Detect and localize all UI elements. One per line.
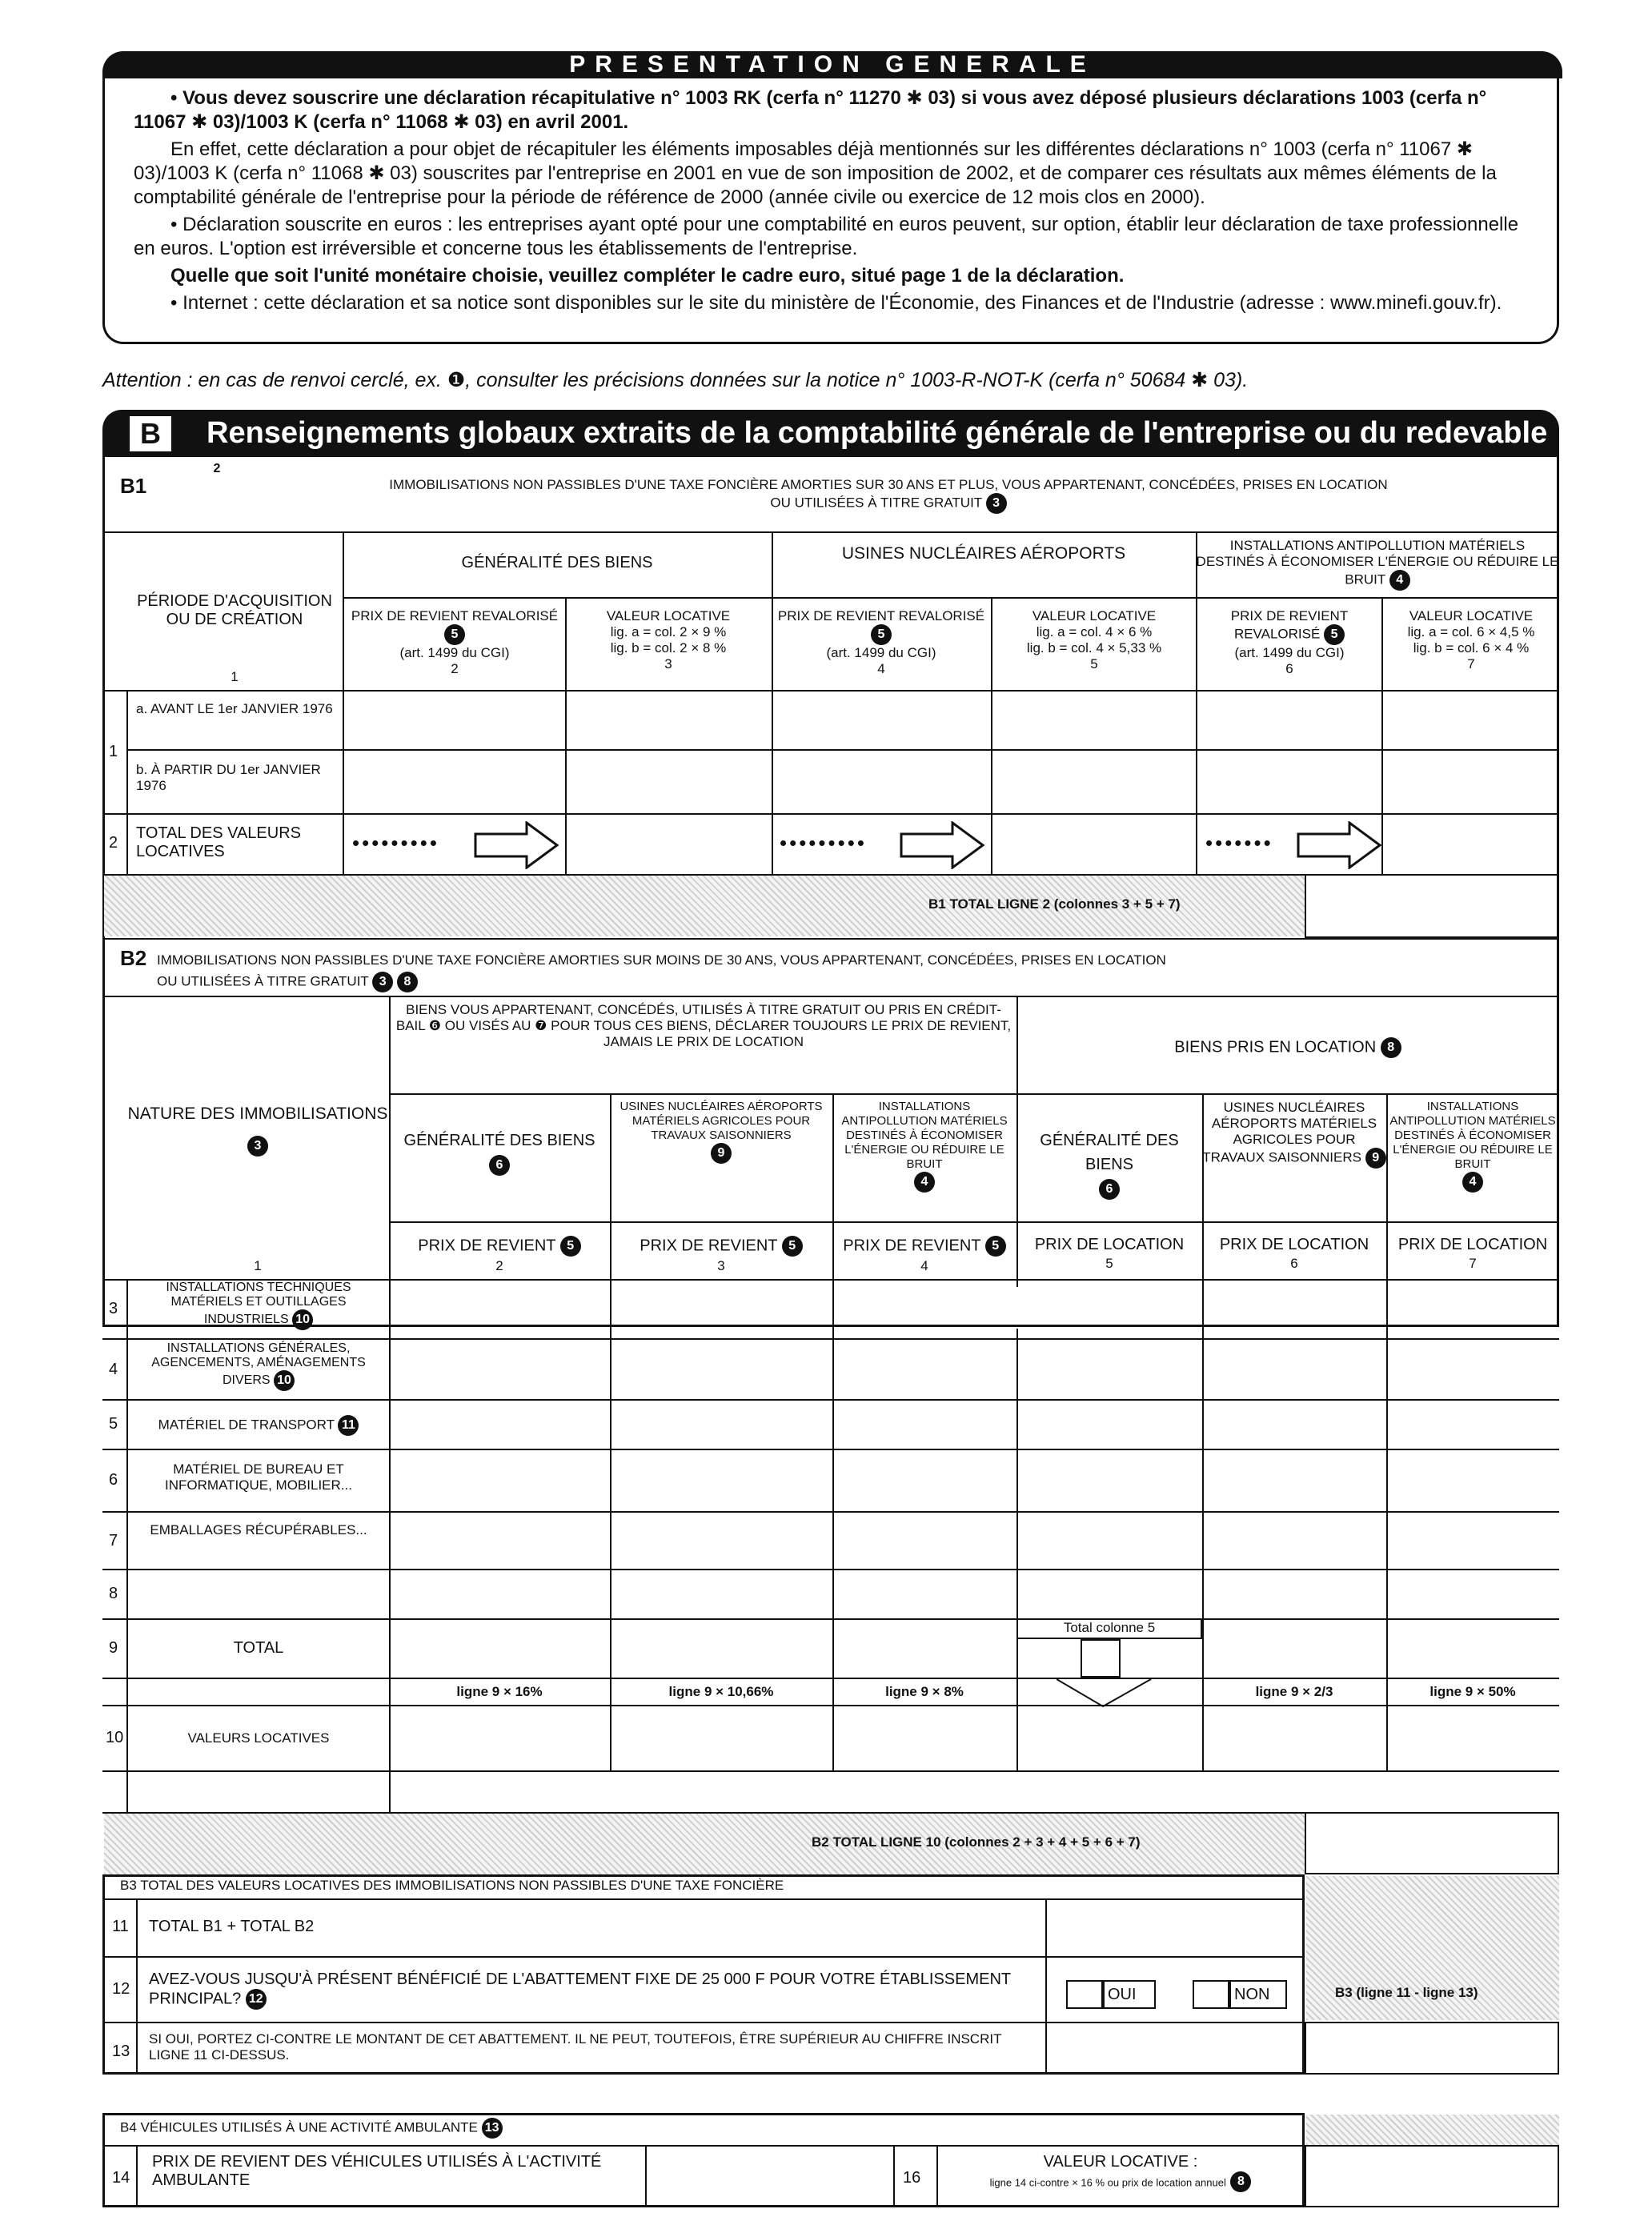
b1-col4-header: PRIX DE REVIENT REVALORISÉ 5 (art. 1499 du CGI) 4 (777, 608, 985, 676)
section-b-header (102, 410, 1559, 475)
b2-nature-header: NATURE DES IMMOBILISATIONS 3 (126, 1098, 389, 1162)
attention-note: Attention : en cas de renvoi cerclé, ex. ❶, consulter les précisions données sur la notice n° 1003-R-NOT-K (cerfa n° 50684 ✱ 03). (102, 369, 1249, 391)
b2-col3-header: PRIX DE REVIENT 5 3 (610, 1236, 832, 1275)
b2-row-3: INSTALLATIONS TECHNIQUES MATÉRIELS ET OUTILLAGES INDUSTRIELS 10 (131, 1281, 386, 1330)
b2-group-rented: BIENS PRIS EN LOCATION 8 (1016, 1037, 1559, 1058)
b2-total-field[interactable] (1305, 1812, 1559, 1874)
presentation-p4: Quelle que soit l'unité monétaire choisie, veuillez compléter le cadre euro, situé page 1 de la déclaration. (170, 265, 1125, 287)
b2-row-9: TOTAL (233, 1639, 284, 1657)
b1-row-2: TOTAL DES VALEURS LOCATIVES (136, 824, 301, 860)
b3-row-12: AVEZ-VOUS JUSQU'À PRÉSENT BÉNÉFICIÉ DE L'ABATTEMENT FIXE DE 25 000 F POUR VOTRE ÉTABLISSEMENT PRINCIPAL? 12 (149, 1970, 1029, 2010)
b2-sub-generalite-rented: GÉNÉRALITÉ DES BIENS 6 (1016, 1129, 1202, 1201)
b4-row-16: VALEUR LOCATIVE : ligne 14 ci-contre × 16 % ou prix de location annuel 8 (936, 2153, 1305, 2192)
arrow-down-icon (1057, 1678, 1153, 1710)
presentation-p2: En effet, cette déclaration a pour objet de récapituler les éléments imposables déjà mentionnés sur les différentes déclarations n° 1003 (cerfa n° 11067 ✱ 03)/1003 K (cerfa n° 11068 ✱ 03) souscrites par l'entreprise en 2001 en vue de son imposition de 2002, et de comparer ces résultats aux mêmes éléments de la comptabilité générale de l'entreprise pour la période de référence de 2000 (année civile ou exercice de 12 mois clos en 2000). (134, 138, 1497, 208)
section-b-title: Renseignements globaux extraits de la comptabilité générale de l'entreprise ou du redevable 2 (206, 416, 1559, 485)
b1-title: IMMOBILISATIONS NON PASSIBLES D'UNE TAXE FONCIÈRE AMORTIES SUR 30 ANS ET PLUS, VOUS APPARTENANT, CONCÉDÉES, PRISES EN LOCATION OU UTILISÉES À TITRE GRATUIT 3 (240, 477, 1537, 514)
b1-col6-header: PRIX DE REVIENT REVALORISÉ 5 (art. 1499 du CGI) 6 (1230, 608, 1349, 676)
b3-row-13: SI OUI, PORTEZ CI-CONTRE LE MONTANT DE CET ABATTEMENT. IL NE PEUT, TOUTEFOIS, ÊTRE SUPÉRIEUR AU CHIFFRE INSCRIT LIGNE 11 CI-DESSUS. (149, 2031, 1002, 2063)
b2-col7-header: PRIX DE LOCATION 7 (1397, 1236, 1548, 1271)
b2-sub-antipollution-owned: INSTALLATIONS ANTIPOLLUTION MATÉRIELS DESTINÉS À ÉCONOMISER L'ÉNERGIE OU RÉDUIRE LE BRUIT 4 (832, 1100, 1016, 1193)
b2-col4-header: PRIX DE REVIENT 5 4 (832, 1236, 1016, 1275)
b1-code: B1 (120, 474, 147, 498)
presentation-p3: • Déclaration souscrite en euros : les entreprises ayant opté pour une comptabilité en euros peuvent, sur option, établir leur déclaration de taxe professionnelle en euros. L'option est irréversible et concerne tous les établissements de l'entreprise. (134, 214, 1519, 259)
b1-row-1a: a. AVANT LE 1er JANVIER 1976 (136, 701, 333, 716)
b1-group-antipollution: INSTALLATIONS ANTIPOLLUTION MATÉRIELS DESTINÉS À ÉCONOMISER L'ÉNERGIE OU RÉDUIRE LE BRUIT 4 (1196, 538, 1559, 591)
b1-col3-header: VALEUR LOCATIVE lig. a = col. 2 × 9 % lig. b = col. 2 × 8 % 3 (606, 608, 731, 672)
b4-title: B4 VÉHICULES UTILISÉS À UNE ACTIVITÉ AMBULANTE 13 (120, 2118, 503, 2139)
b2-row-7: EMBALLAGES RÉCUPÉRABLES... (150, 1522, 367, 1537)
b2-group-owned: BIENS VOUS APPARTENANT, CONCÉDÉS, UTILISÉS À TITRE GRATUIT OU PRIS EN CRÉDIT-BAIL ❻ OU VISÉS AU ❼ POUR TOUS CES BIENS, DÉCLARER TOUJOURS LE PRIX DE REVIENT, JAMAIS LE PRIX DE LOCATION (395, 1002, 1012, 1049)
presentation-box (102, 78, 1559, 344)
ref-2: 2 (206, 459, 227, 479)
b2-sub-antipollution-rented: INSTALLATIONS ANTIPOLLUTION MATÉRIELS DESTINÉS À ÉCONOMISER L'ÉNERGIE OU RÉDUIRE LE BRUIT 4 (1386, 1100, 1559, 1193)
b2-sub-generalite-owned: GÉNÉRALITÉ DES BIENS 6 (389, 1129, 610, 1177)
b2-row-5: MATÉRIEL DE TRANSPORT 11 (131, 1415, 386, 1436)
b3-title: B3 TOTAL DES VALEURS LOCATIVES DES IMMOBILISATIONS NON PASSIBLES D'UNE TAXE FONCIÈRE (120, 1878, 784, 1893)
arrow-right-icon (900, 821, 984, 869)
b2-total-col5-label: Total colonne 5 (1063, 1620, 1156, 1635)
b2-title: IMMOBILISATIONS NON PASSIBLES D'UNE TAXE FONCIÈRE AMORTIES SUR MOINS DE 30 ANS, VOUS APPARTENANT, CONCÉDÉES, PRISES EN LOCATION (157, 952, 1166, 968)
b1-total-label: B1 TOTAL LIGNE 2 (colonnes 3 + 5 + 7) (928, 896, 1181, 912)
presentation-title: PRESENTATION GENERALE (102, 51, 1562, 78)
oui-checkbox[interactable] (1066, 1980, 1103, 2009)
b1-total-field[interactable] (1305, 874, 1559, 938)
oui-label: OUI (1108, 1986, 1137, 2003)
arrow-right-icon (474, 821, 559, 869)
b3-total-field[interactable] (1305, 2022, 1559, 2075)
b1-row-1b: b. À PARTIR DU 1er JANVIER 1976 (136, 762, 321, 793)
b2-row-4: INSTALLATIONS GÉNÉRALES, AGENCEMENTS, AMÉNAGEMENTS DIVERS 10 (131, 1341, 386, 1391)
non-checkbox[interactable] (1193, 1980, 1229, 2009)
section-b-letter: B (130, 416, 171, 451)
b1-group-usines: USINES NUCLÉAIRES AÉROPORTS (841, 544, 1126, 563)
b4-total-field[interactable] (1305, 2145, 1559, 2207)
b2-code: B2 (120, 946, 147, 970)
b2-sub-usines-owned: USINES NUCLÉAIRES AÉROPORTS MATÉRIELS AGRICOLES POUR TRAVAUX SAISONNIERS 9 (610, 1100, 832, 1164)
presentation-p1: • Vous devez souscrire une déclaration récapitulative n° 1003 RK (cerfa n° 11270 ✱ 03) si vous avez déposé plusieurs déclarations 1003 (cerfa n° 11067 ✱ 03)/1003 K (cerfa n° 11068 ✱ 03) en avril 2001. (134, 87, 1487, 133)
b1-col5-header: VALEUR LOCATIVE lig. a = col. 4 × 6 % lig. b = col. 4 × 5,33 % 5 (1026, 608, 1162, 672)
non-label: NON (1234, 1986, 1270, 2003)
b1-col2-header: PRIX DE REVIENT REVALORISÉ 5 (art. 1499 du CGI) 2 (351, 608, 559, 676)
b2-col2-header: PRIX DE REVIENT 5 2 (389, 1236, 610, 1275)
b3-total-label: B3 (ligne 11 - ligne 13) (1335, 1985, 1478, 2000)
b2-col5-header: PRIX DE LOCATION 5 (1034, 1236, 1185, 1271)
b1-col7-header: VALEUR LOCATIVE lig. a = col. 6 × 4,5 % lig. b = col. 6 × 4 % 7 (1407, 608, 1535, 672)
arrow-right-icon (1297, 821, 1381, 869)
b1-group-generalite: GÉNÉRALITÉ DES BIENS (461, 554, 653, 571)
b3-row-11: TOTAL B1 + TOTAL B2 (149, 1918, 315, 1935)
b2-sub-usines-rented: USINES NUCLÉAIRES AÉROPORTS MATÉRIELS AGRICOLES POUR TRAVAUX SAISONNIERS 9 (1202, 1100, 1386, 1169)
b2-row-10: VALEURS LOCATIVES (187, 1730, 330, 1746)
b2-row-6: MATÉRIEL DE BUREAU ET INFORMATIQUE, MOBILIER... (165, 1461, 352, 1493)
b4-row-14: PRIX DE REVIENT DES VÉHICULES UTILISÉS À L'ACTIVITÉ AMBULANTE (152, 2153, 602, 2189)
presentation-p5: • Internet : cette déclaration et sa notice sont disponibles sur le site du ministère de l'Économie, des Finances et de l'Industrie (adresse : www.minefi.gouv.fr). (170, 292, 1502, 314)
b2-col6-header: PRIX DE LOCATION 6 (1219, 1236, 1369, 1271)
b2-total-label: B2 TOTAL LIGNE 10 (colonnes 2 + 3 + 4 + 5 + 6 + 7) (812, 1834, 1141, 1850)
b1-periode-header: PÉRIODE D'ACQUISITION OU DE CRÉATION (137, 592, 332, 628)
